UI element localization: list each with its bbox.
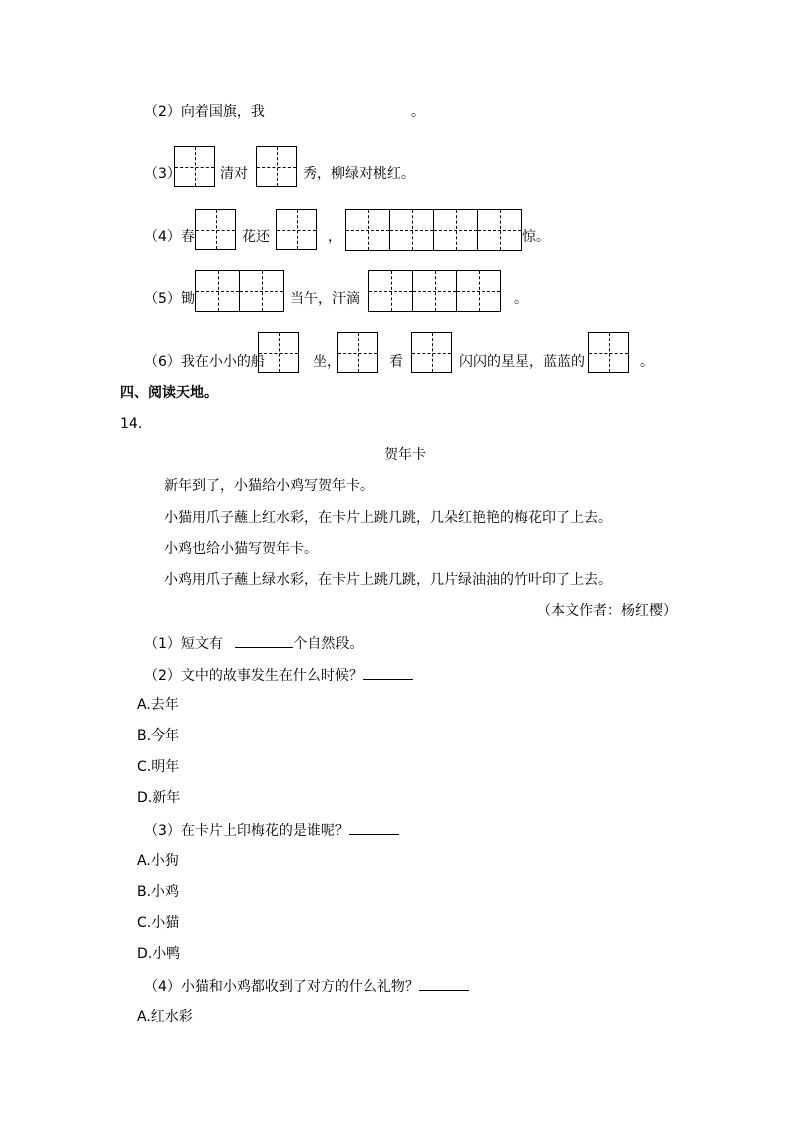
question-text: （4）小猫和小鸡都收到了对方的什么礼物？: [144, 979, 419, 995]
option-item[interactable]: A.去年: [137, 697, 179, 713]
grid-cell[interactable]: [411, 332, 452, 373]
passage-paragraph: 新年到了，小猫给小鸡写贺年卡。: [164, 478, 374, 494]
answer-blank[interactable]: [235, 633, 293, 648]
grid-cell[interactable]: [195, 209, 236, 250]
item-text: 当午，汗滴: [290, 291, 360, 307]
grid-cell[interactable]: [337, 332, 378, 373]
tianzige-box[interactable]: [256, 146, 296, 187]
option-item[interactable]: D.小鸭: [137, 946, 181, 962]
option-item[interactable]: A.红水彩: [137, 1009, 193, 1025]
grid-cell[interactable]: [239, 270, 284, 312]
tianzige-box[interactable]: [195, 209, 235, 250]
grid-cell[interactable]: [345, 209, 390, 251]
grid-cell[interactable]: [276, 209, 317, 250]
section-heading: 四、阅读天地。: [120, 385, 218, 401]
item-text: （2）向着国旗，我: [144, 104, 265, 120]
item-text: 坐，: [313, 354, 341, 370]
tianzige-box[interactable]: [195, 270, 283, 312]
option-item[interactable]: B.小鸡: [137, 884, 180, 900]
grid-cell[interactable]: [456, 270, 501, 312]
passage-paragraph: 小鸡用爪子蘸上绿水彩，在卡片上跳几跳，几片绿油油的竹叶印了上去。: [164, 572, 612, 588]
question-3: [144, 820, 399, 840]
option-item[interactable]: D.新年: [137, 790, 181, 806]
item-text: 看: [389, 354, 403, 370]
item-text: 秀，柳绿对桃红。: [303, 166, 415, 182]
option-item[interactable]: C.明年: [137, 759, 180, 775]
passage-paragraph: 小猫用爪子蘸上红水彩，在卡片上跳几跳，几朵红艳艳的梅花印了上去。: [164, 510, 612, 526]
item-text: 花还: [242, 229, 270, 245]
passage-paragraph: 小鸡也给小猫写贺年卡。: [164, 541, 318, 557]
option-item[interactable]: A.小狗: [137, 853, 179, 869]
question-2: [144, 665, 413, 685]
grid-cell[interactable]: [195, 270, 240, 312]
item-number: （3）: [144, 166, 181, 182]
question-text: （2）文中的故事发生在什么时候？: [144, 668, 363, 684]
question-text: （3）在卡片上印梅花的是谁呢？: [144, 823, 349, 839]
tianzige-box[interactable]: [588, 332, 628, 373]
question-1: [144, 633, 363, 653]
item-text: 惊。: [522, 229, 550, 245]
tianzige-box[interactable]: [337, 332, 377, 373]
item-text: ，: [328, 229, 342, 245]
answer-blank[interactable]: [349, 820, 399, 835]
tianzige-box[interactable]: [174, 146, 214, 187]
tianzige-box[interactable]: [258, 332, 298, 373]
tianzige-box[interactable]: [345, 209, 521, 251]
option-item[interactable]: C.小猫: [137, 915, 180, 931]
tianzige-box[interactable]: [368, 270, 500, 312]
passage-title: 贺年卡: [384, 447, 426, 463]
question-text: 个自然段。: [293, 636, 364, 652]
item-text: 清对: [220, 166, 248, 182]
item-end: 。: [514, 291, 528, 307]
grid-cell[interactable]: [258, 332, 299, 373]
grid-cell[interactable]: [588, 332, 629, 373]
grid-cell[interactable]: [433, 209, 478, 251]
question-4: [144, 976, 469, 996]
item-number: （5）锄: [144, 291, 195, 307]
grid-cell[interactable]: [412, 270, 457, 312]
fill-item-2: [144, 103, 265, 121]
tianzige-box[interactable]: [276, 209, 316, 250]
question-text: （1）短文有: [144, 636, 223, 652]
item-text: 闪闪的星星，蓝蓝的: [459, 354, 585, 370]
item-number: （4）春: [144, 229, 195, 245]
grid-cell[interactable]: [477, 209, 522, 251]
tianzige-box[interactable]: [411, 332, 451, 373]
item-number: （6）我在小小的船: [144, 354, 265, 370]
item-end: 。: [411, 104, 425, 120]
grid-cell[interactable]: [389, 209, 434, 251]
answer-blank[interactable]: [363, 665, 413, 680]
passage-author: （本文作者：杨红樱）: [537, 603, 677, 619]
question-number: 14．: [120, 416, 152, 432]
answer-blank[interactable]: [419, 976, 469, 991]
grid-cell[interactable]: [174, 146, 215, 187]
grid-cell[interactable]: [368, 270, 413, 312]
grid-cell[interactable]: [256, 146, 297, 187]
option-item[interactable]: B.今年: [137, 728, 180, 744]
item-end: 。: [640, 354, 654, 370]
